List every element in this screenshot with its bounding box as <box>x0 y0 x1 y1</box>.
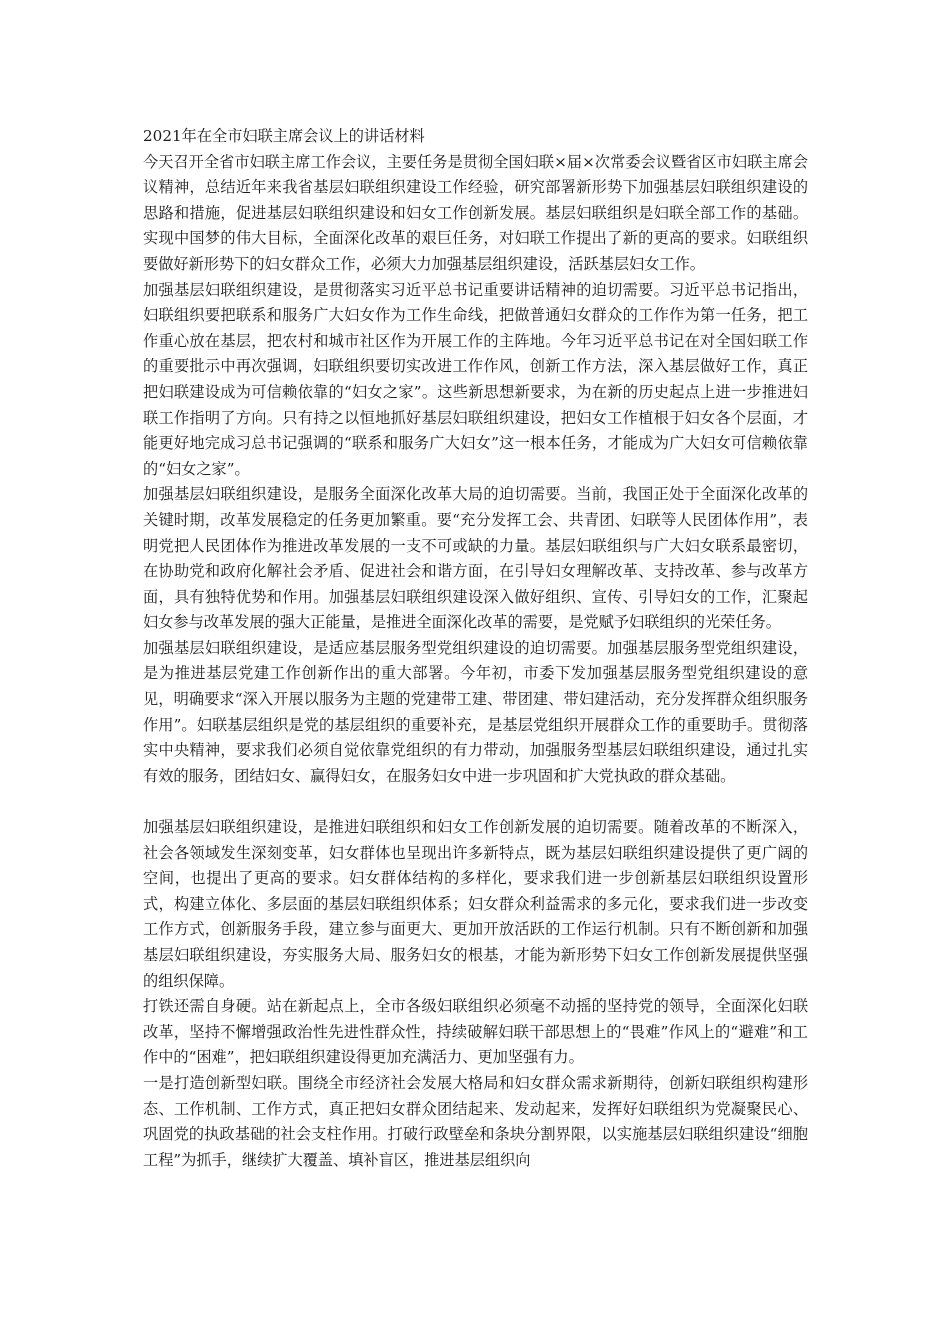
paragraph-point-one: 一是打造创新型妇联。围绕全市经济社会发展大格局和妇女群众需求新期待，创新妇联组织构建形态、工作机制、工作方式，真正把妇女群众团结起来、发动起来，发挥好妇联组织为党凝聚民心、巩固党的执政基础的社会支柱作用。打破行政壁垒和条块分割界限，以实施基层妇联组织建设“细胞工程”为抓手，继续扩大覆盖、填补盲区，推进基层组织向 <box>143 1073 808 1169</box>
blank-line <box>143 789 808 815</box>
paragraph-intro: 今天召开全省市妇联主席工作会议，主要任务是贯彻全国妇联×届×次常委会议暨省区市妇联主席会议精神，总结近年来我省基层妇联组织建设工作经验，研究部署新形势下加强基层妇联组织建设的思路和措施，促进基层妇联组织建设和妇女工作创新发展。基层妇联组织是妇联全部工作的基础。实现中国梦的伟大目标，全面深化改革的艰巨任务，对妇联工作提出了新的更高的要求。妇联组织要做好新形势下的妇女群众工作，必须大力加强基层组织建设，活跃基层妇女工作。 <box>143 152 808 273</box>
paragraph-reform: 加强基层妇联组织建设，是服务全面深化改革大局的迫切需要。当前，我国正处于全面深化改革的关键时期，改革发展稳定的任务更加繁重。要“充分发挥工会、共青团、妇联等人民团体作用”，表明党把人民团体作为推进改革发展的一支不可或缺的力量。基层妇联组织与广大妇女联系最密切，在协助党和政府化解社会矛盾、促进社会和谐方面，在引导妇女理解改革、支持改革、参与改革方面，具有独特优势和作用。加强基层妇联组织建设深入做好组织、宣传、引导妇女的工作，汇聚起妇女参与改革发展的强大正能量，是推进全面深化改革的需要，是党赋予妇联组织的光荣任务。 <box>143 485 808 632</box>
document-page <box>143 124 808 1173</box>
paragraph-speech-spirit: 加强基层妇联组织建设，是贯彻落实习近平总书记重要讲话精神的迫切需要。习近平总书记指出，妇联组织要把联系和服务广大妇女作为工作生命线，把做普通妇女群众的工作作为第一任务，把工作重心放在基层，把农村和城市社区作为开展工作的主阵地。今年习近平总书记在对全国妇联工作的重要批示中再次强调，妇联组织要切实改进工作作风，创新工作方法，深入基层做好工作，真正把妇联建设成为可信赖依靠的“妇女之家”。这些新思想新要求，为在新的历史起点上进一步推进妇联工作指明了方向。只有持之以恒地抓好基层妇联组织建设，把妇女工作植根于妇女各个层面，才能更好地完成习总书记强调的“联系和服务广大妇女”这一根本任务，才能成为广大妇女可信赖依靠的“妇女之家”。 <box>143 280 808 478</box>
paragraph-innovation: 加强基层妇联组织建设，是推进妇联组织和妇女工作创新发展的迫切需要。随着改革的不断深入，社会各领域发生深刻变革，妇女群体也呈现出许多新特点，既为基层妇联组织建设提供了更广阔的空间，也提出了更高的要求。妇女群体结构的多样化，要求我们进一步创新基层妇联组织设置形式，构建立体化、多层面的基层妇联组织体系；妇女群众利益需求的多元化，要求我们进一步改变工作方式，创新服务手段，建立参与面更大、更加开放活跃的工作运行机制。只有不断创新和加强基层妇联组织建设，夯实服务大局、服务妇女的根基，才能为新形势下妇女工作创新发展提供坚强的组织保障。 <box>143 818 808 990</box>
paragraph-party-building: 加强基层妇联组织建设，是适应基层服务型党组织建设的迫切需要。加强基层服务型党组织建设，是为推进基层党建工作创新作出的重大部署。今年初，市委下发加强基层服务型党组织建设的意见，明确要求“深入开展以服务为主题的党建带工建、带团建、带妇建活动，充分发挥群众组织服务作用”。妇联基层组织是党的基层组织的重要补充，是基层党组织开展群众工作的重要助手。贯彻落实中央精神，要求我们必须自觉依靠党组织的有力带动，加强服务型基层妇联组织建设，通过扎实有效的服务，团结妇女、赢得妇女，在服务妇女中进一步巩固和扩大党执政的群众基础。 <box>143 638 808 785</box>
document-title: 2021年在全市妇联主席会议上的讲话材料 <box>143 127 425 145</box>
paragraph-self-discipline: 打铁还需自身硬。站在新起点上，全市各级妇联组织必须毫不动摇的坚持党的领导，全面深化妇联改革，坚持不懈增强政治性先进性群众性，持续破解妇联干部思想上的“畏难”作风上的“避难”和工作中的“困难”，把妇联组织建设得更加充满活力、更加坚强有力。 <box>143 997 808 1067</box>
